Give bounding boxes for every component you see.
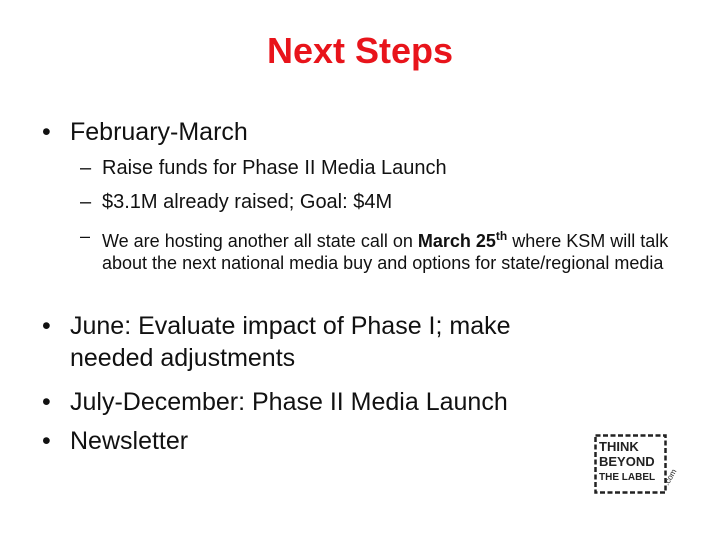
sub-bullet-all-state-call: [80, 225, 680, 274]
sub-bullet-text-pre: We are hosting another all state call on: [102, 231, 418, 251]
logo-text-think: THINK: [599, 439, 639, 454]
sub-bullet-raise-funds: [80, 155, 680, 181]
bullet-dot: •: [42, 312, 51, 340]
logo-text-com: .com: [661, 467, 678, 487]
sub-bullet-text: [102, 225, 680, 274]
bullet-text: February-March: [70, 118, 248, 146]
logo-text-the-label: THE LABEL: [599, 472, 656, 483]
think-beyond-the-label-logo: [594, 434, 678, 494]
sub-bullet-text: $3.1M already raised; Goal: $4M: [102, 191, 393, 213]
bullet-dot: •: [42, 427, 51, 455]
sub-bullet-text-post: where KSM will talk about the next national media buy and options for state/regional media: [102, 231, 669, 273]
sub-bullet-dash: –: [80, 226, 91, 246]
bullet-february-march: [42, 116, 570, 148]
bullet-text: Newsletter: [70, 427, 189, 455]
sub-bullet-text: Raise funds for Phase II Media Launch: [102, 157, 447, 179]
sub-bullet-date: March 25: [417, 231, 496, 251]
logo-text-beyond: BEYOND: [599, 454, 655, 469]
bullet-dot: •: [42, 388, 51, 416]
bullet-july-december: [42, 386, 570, 418]
sub-bullet-date-suffix: th: [495, 229, 508, 243]
bullet-dot: •: [42, 118, 51, 146]
bullet-text: July-December: Phase II Media Launch: [70, 388, 508, 416]
sub-bullet-dash: –: [80, 191, 92, 213]
bullet-june: [42, 310, 570, 374]
sub-bullet-dash: –: [80, 157, 92, 179]
slide-title: Next Steps: [266, 30, 454, 71]
bullet-newsletter: [42, 425, 570, 457]
bullet-text: June: Evaluate impact of Phase I; make needed adjustments: [70, 312, 511, 372]
sub-bullet-raised: [80, 189, 680, 215]
